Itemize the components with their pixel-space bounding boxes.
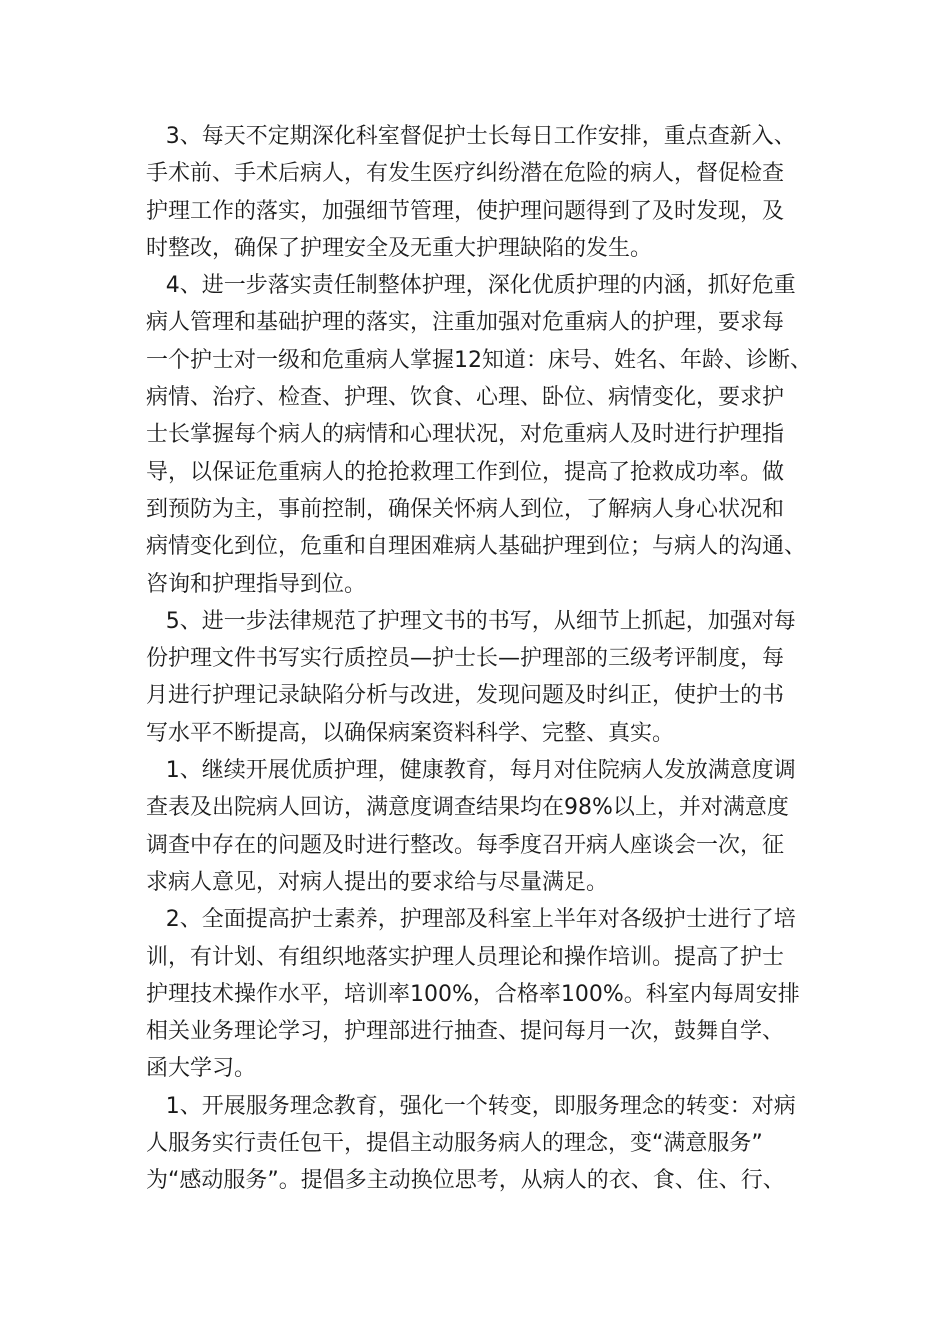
text-line: 2、全面提高护士素养，护理部及科室上半年对各级护士进行了培 xyxy=(165,907,796,933)
paragraph-4-responsibility-care xyxy=(146,267,826,603)
text-line: 调查中存在的问题及时进行整改。每季度召开病人座谈会一次，征 xyxy=(146,832,785,858)
text-line: 函大学习。 xyxy=(146,1056,257,1082)
text-line: 查表及出院病人回访，满意度调查结果均在98%以上，并对满意度 xyxy=(146,795,789,821)
text-line: 导，以保证危重病人的抢抢救理工作到位，提高了抢救成功率。做 xyxy=(146,459,785,485)
text-line: 3、每天不定期深化科室督促护士长每日工作安排，重点查新入、 xyxy=(165,124,796,149)
text-line: 1、开展服务理念教育，强化一个转变，即服务理念的转变：对病 xyxy=(165,1093,796,1119)
paragraph-3-daily-inspection xyxy=(146,118,826,267)
text-line: 病人管理和基础护理的落实，注重加强对危重病人的护理，要求每 xyxy=(146,310,785,336)
text-line: 求病人意见，对病人提出的要求给与尽量满足。 xyxy=(146,869,609,895)
text-line: 士长掌握每个病人的病情和心理状况，对危重病人及时进行护理指 xyxy=(146,422,785,448)
text-line: 手术前、手术后病人，有发生医疗纠纷潜在危险的病人，督促检查 xyxy=(146,161,785,187)
text-line: 到预防为主，事前控制，确保关怀病人到位，了解病人身心状况和 xyxy=(146,496,785,522)
text-line: 护理技术操作水平，培训率100%，合格率100%。科室内每周安排 xyxy=(146,981,800,1007)
text-line: 月进行护理记录缺陷分析与改进，发现问题及时纠正，使护士的书 xyxy=(146,683,785,709)
text-line: 1、继续开展优质护理，健康教育，每月对住院病人发放满意度调 xyxy=(165,758,796,784)
text-line: 咨询和护理指导到位。 xyxy=(146,571,367,597)
text-line: 为“感动服务”。提倡多主动换位思考，从病人的衣、食、住、行、 xyxy=(146,1168,785,1194)
paragraph-2-nurse-training xyxy=(146,901,826,1087)
text-line: 病情变化到位，危重和自理困难病人基础护理到位；与病人的沟通、 xyxy=(146,534,807,560)
text-line: 份护理文件书写实行质控员—护士长—护理部的三级考评制度，每 xyxy=(146,646,785,672)
text-line: 一个护士对一级和危重病人掌握12知道：床号、姓名、年龄、诊断、 xyxy=(146,347,812,373)
text-line: 4、进一步落实责任制整体护理，深化优质护理的内涵，抓好危重 xyxy=(165,273,796,299)
text-line: 病情、治疗、检查、护理、饮食、心理、卧位、病情变化，要求护 xyxy=(146,385,785,411)
document-body xyxy=(146,118,826,1200)
text-line: 训，有计划、有组织地落实护理人员理论和操作培训。提高了护士 xyxy=(146,944,785,970)
text-line: 人服务实行责任包干，提倡主动服务病人的理念，变“满意服务” xyxy=(146,1131,763,1157)
text-line: 相关业务理论学习，护理部进行抽查、提问每月一次，鼓舞自学、 xyxy=(146,1019,785,1045)
text-line: 时整改，确保了护理安全及无重大护理缺陷的发生。 xyxy=(146,235,653,261)
paragraph-1-service-concept xyxy=(146,1088,826,1200)
text-line: 写水平不断提高，以确保病案资料科学、完整、真实。 xyxy=(146,720,675,746)
text-line: 5、进一步法律规范了护理文书的书写，从细节上抓起，加强对每 xyxy=(165,608,796,634)
text-line: 护理工作的落实，加强细节管理，使护理问题得到了及时发现，及 xyxy=(146,198,785,224)
paragraph-5-nursing-documents xyxy=(146,603,826,752)
paragraph-1-quality-care xyxy=(146,752,826,901)
